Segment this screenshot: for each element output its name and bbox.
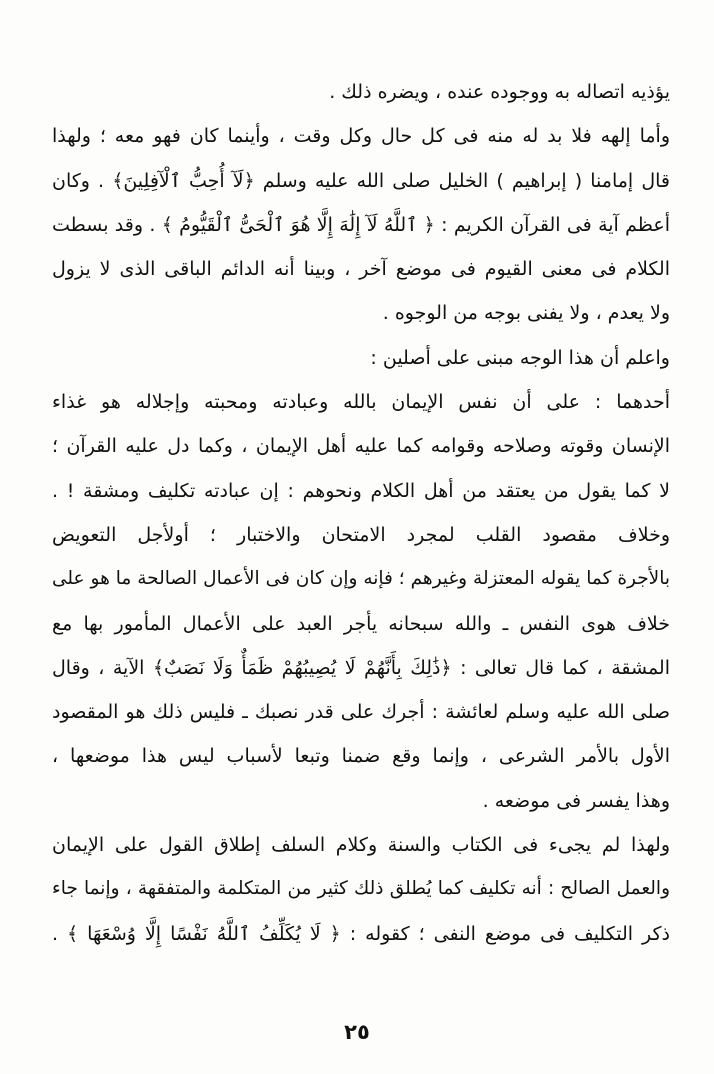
text-line-1: يؤذيه اتصاله به ووجوده عنده ، ويضره ذلك . <box>329 81 670 103</box>
text-line-3: قال إمامنا ( إبراهيم ) الخليل صلى الله عليه وسلم ﴿لَآ أُحِبُّ ٱلْآفِلِينَ﴾ . وكان <box>52 169 670 192</box>
text-line-18: ولهذا لم يجىء فى الكتاب والسنة وكلام السلف إطلاق القول على الإيمان <box>52 834 670 857</box>
text-line-4: أعظم آية فى القرآن الكريم : ﴿ ٱللَّهُ لَآ إِلَٰهَ إِلَّا هُوَ ٱلْحَىُّ ٱلْقَيُّومُ ﴾ . وقد بسطت <box>52 213 670 236</box>
text-line-2: وأما إلهه فلا بد له منه فى كل حال وكل وقت ، وأينما كان فهو معه ؛ ولهذا <box>52 125 670 148</box>
text-line-19: والعمل الصالح : أنه تكليف كما يُطلق ذلك كثير من المتكلمة والمتفقهة ، وإنما جاء <box>52 878 670 900</box>
text-line-5: الكلام فى معنى القيوم فى موضع آخر ، وبينا أنه الدائم الباقى الذى لا يزول <box>52 258 670 281</box>
page-number: ٢٥ <box>344 1020 370 1044</box>
text-line-14: المشقة ، كما قال تعالى : ﴿ذَٰلِكَ بِأَنَّهُمْ لَا يُصِيبُهُمْ ظَمَأٌ وَلَا نَصَبٌ﴾ الآية ، وقال <box>52 656 670 679</box>
text-line-20: ذكر التكليف فى موضع النفى ؛ كقوله : ﴿ لَا يُكَلِّفُ ٱللَّهُ نَفْسًا إِلَّا وُسْعَهَا ﴾ . <box>52 922 670 945</box>
text-line-9: الإنسان وقوته وصلاحه وقوامه كما عليه أهل الإيمان ، وكما دل عليه القرآن ؛ <box>52 435 670 458</box>
text-line-13: خلاف هوى النفس ـ والله سبحانه يأجر العبد على الأعمال المأمور بها مع <box>52 612 670 635</box>
text-line-17: وهذا يفسر فى موضعه . <box>482 789 670 812</box>
page-body-text <box>52 70 670 956</box>
text-line-8: أحدهما : على أن نفس الإيمان بالله وعبادته ومحبته وإجلاله هو غذاء <box>52 391 670 414</box>
text-line-7: واعلم أن هذا الوجه مبنى على أصلين : <box>370 346 670 369</box>
text-line-11: وخلاف مقصود القلب لمجرد الامتحان والاختبار ؛ أولأجل التعويض <box>52 523 670 546</box>
text-line-16: الأول بالأمر الشرعى ، وإنما وقع ضمنا وتبعا لأسباب ليس هذا موضعها ، <box>52 745 670 768</box>
text-line-15: صلى الله عليه وسلم لعائشة : أجرك على قدر نصبك ـ فليس ذلك هو المقصود <box>52 701 670 724</box>
text-line-10: لا كما يقول من يعتقد من أهل الكلام ونحوهم : إن عبادته تكليف ومشقة ! . <box>52 479 670 502</box>
text-line-12: بالأجرة كما يقوله المعتزلة وغيرهم ؛ فإنه وإن كان فى الأعمال الصالحة ما هو على <box>52 568 670 590</box>
text-line-6: ولا يعدم ، ولا يفنى بوجه من الوجوه . <box>382 302 670 325</box>
